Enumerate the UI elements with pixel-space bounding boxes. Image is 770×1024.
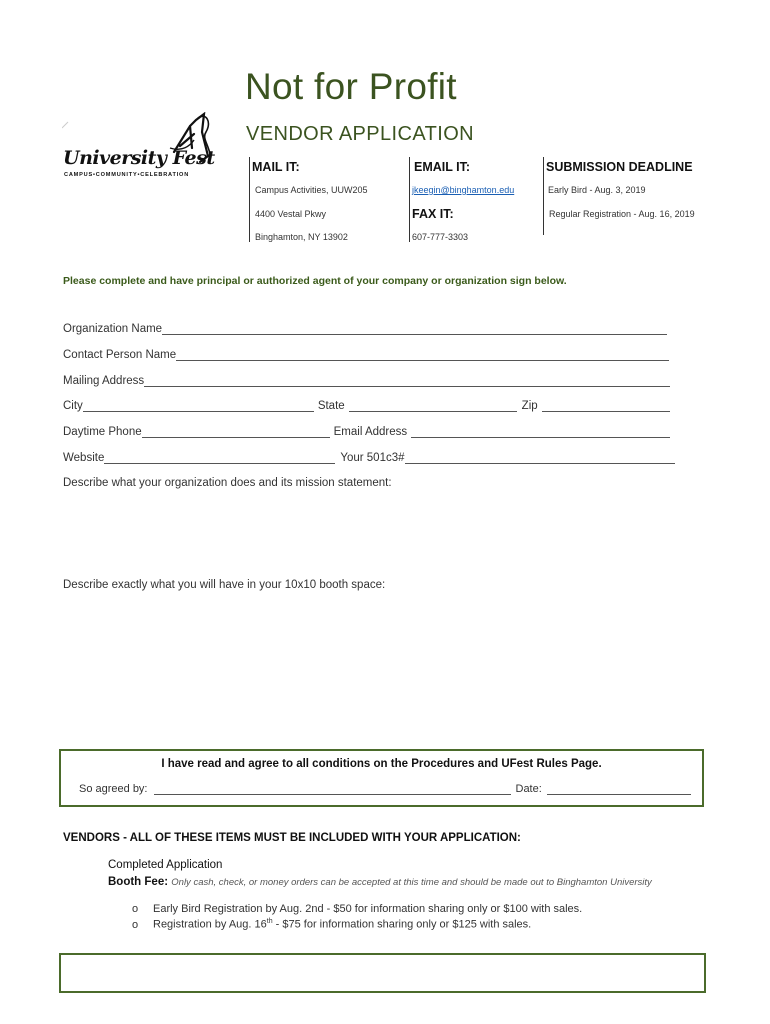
city-label: City: [63, 400, 83, 412]
organization-name-field[interactable]: [63, 323, 673, 335]
agreement-heading: I have read and agree to all conditions on the Procedures and UFest Rules Page.: [161, 758, 602, 770]
email-address-label: Email Address: [333, 426, 408, 438]
column-divider: [543, 157, 544, 235]
zip-line[interactable]: [542, 400, 670, 412]
organization-name-line[interactable]: [162, 323, 667, 335]
state-line[interactable]: [349, 400, 517, 412]
city-line[interactable]: [83, 400, 314, 412]
signature-line[interactable]: [154, 783, 511, 795]
contact-person-field[interactable]: [63, 349, 673, 361]
bullet-marker: o: [132, 918, 139, 931]
agreement-box: [59, 749, 704, 807]
mail-address-line: Campus Activities, UUW205: [255, 185, 368, 195]
agreed-by-label: So agreed by:: [79, 783, 148, 795]
page-title: Not for Profit: [245, 66, 457, 107]
mail-address-line: Binghamton, NY 13902: [255, 232, 348, 242]
signature-row: [79, 783, 691, 795]
booth-fee-label: Booth Fee:: [108, 876, 169, 888]
state-label: State: [317, 400, 345, 412]
mail-address-line: 4400 Vestal Pkwy: [255, 209, 327, 219]
contact-person-line[interactable]: [176, 349, 669, 361]
regular-fee-text-end: - $75 for information sharing only or $125 with sales.: [272, 918, 532, 931]
date-label: Date:: [515, 783, 542, 795]
daytime-phone-label: Daytime Phone: [63, 426, 142, 438]
mailing-address-line[interactable]: [144, 375, 670, 387]
bullet-item: [132, 918, 531, 931]
phone-email-row: [63, 426, 673, 438]
city-state-zip-row: [63, 400, 673, 412]
describe-organization-prompt: Describe what your organization does and its mission statement:: [63, 477, 392, 489]
organization-name-label: Organization Name: [63, 323, 163, 335]
vendors-heading: VENDORS - ALL OF THESE ITEMS MUST BE INCLUDED WITH YOUR APPLICATION:: [63, 832, 521, 844]
date-line[interactable]: [547, 783, 691, 795]
ordinal-suffix: th: [266, 918, 273, 925]
instructions-text: Please complete and have principal or authorized agent of your company or organization sign below.: [63, 275, 567, 287]
email-it-heading: EMAIL IT:: [414, 160, 471, 174]
regular-deadline: Regular Registration - Aug. 16, 2019: [549, 209, 695, 219]
fax-it-heading: FAX IT:: [412, 207, 454, 221]
mailing-address-label: Mailing Address: [63, 375, 145, 387]
daytime-phone-line[interactable]: [142, 426, 330, 438]
zip-label: Zip: [521, 400, 538, 412]
early-bird-deadline: Early Bird - Aug. 3, 2019: [548, 185, 646, 195]
contact-person-label: Contact Person Name: [63, 349, 177, 361]
column-divider: [249, 157, 250, 242]
booth-fee-note: Only cash, check, or money orders can be accepted at this time and should be made out to Binghamton University: [171, 877, 652, 888]
bullet-marker: o: [132, 903, 139, 915]
fax-number: 607-777-3303: [412, 232, 469, 242]
deadline-heading: SUBMISSION DEADLINE: [546, 160, 693, 174]
website-501c3-row: [63, 452, 675, 464]
regular-fee-text-start: Registration by Aug. 16: [153, 918, 267, 931]
column-divider: [409, 157, 410, 242]
page-subtitle: VENDOR APPLICATION: [246, 123, 474, 145]
bullet-item: [132, 903, 582, 915]
early-bird-fee-text: Early Bird Registration by Aug. 2nd - $50 for information sharing only or $100 with sales.: [153, 903, 583, 915]
email-address-line[interactable]: [411, 426, 670, 438]
501c3-line[interactable]: [405, 452, 675, 464]
email-link[interactable]: jkeegin@binghamton.edu: [412, 185, 515, 195]
mail-it-heading: MAIL IT:: [252, 160, 300, 174]
describe-booth-prompt: Describe exactly what you will have in your 10x10 booth space:: [63, 579, 386, 591]
logo-wordmark: University Fest: [63, 147, 215, 169]
booth-fee-item: [108, 875, 708, 890]
bottom-box: [59, 953, 706, 993]
website-label: Website: [63, 452, 105, 464]
completed-application-item: Completed Application: [108, 859, 223, 871]
website-line[interactable]: [104, 452, 335, 464]
mailing-address-field[interactable]: [63, 375, 673, 387]
501c3-label: Your 501c3#: [340, 452, 405, 464]
logo-tagline: CAMPUS•COMMUNITY•CELEBRATION: [64, 172, 190, 178]
